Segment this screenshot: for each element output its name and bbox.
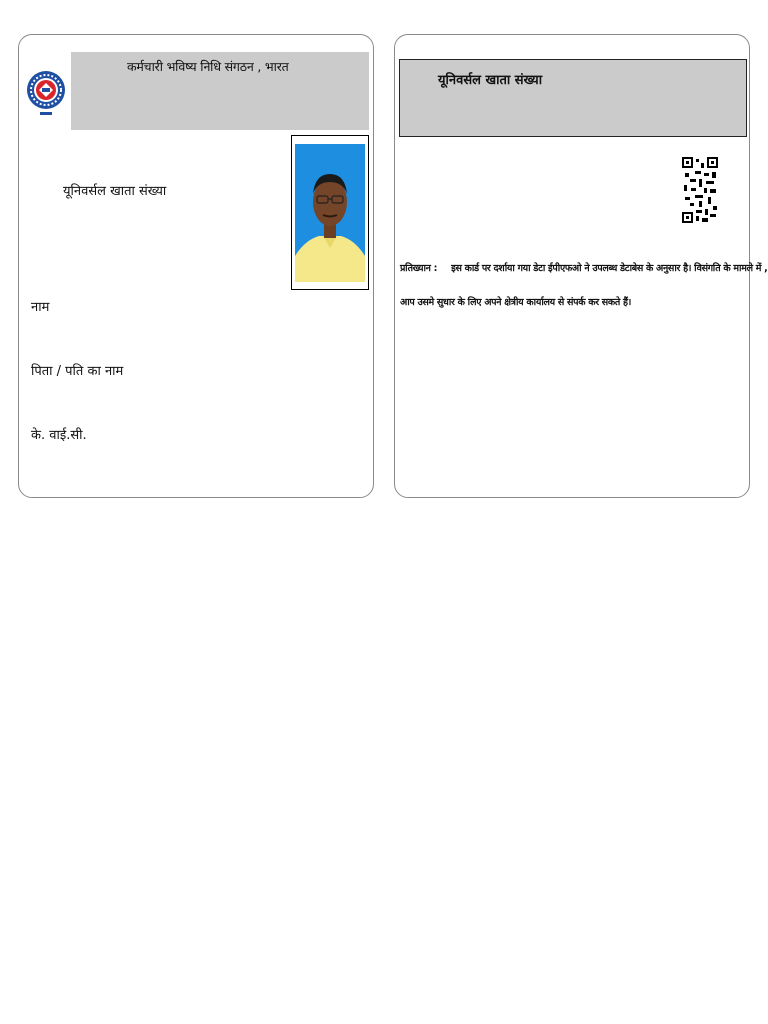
disclaimer-label: प्रतिख्यान : — [400, 263, 438, 274]
epfo-logo-icon — [25, 55, 67, 125]
name-label: नाम — [31, 300, 50, 315]
back-header-band — [399, 59, 747, 137]
disclaimer-text-1: इस कार्ड पर दर्शाया गया डेटा ईपीएफओ ने उपलब्ध डेटाबेस के अनुसार है। विसंगति के मामले में , — [451, 263, 768, 274]
kyc-label: के. वाई.सी. — [31, 428, 87, 443]
organization-name: कर्मचारी भविष्य निधि संगठन , भारत — [127, 59, 289, 74]
front-header-band — [71, 52, 369, 130]
disclaimer-line-1 — [400, 261, 768, 274]
uan-label: यूनिवर्सल खाता संख्या — [63, 184, 167, 199]
uan-card-front — [18, 34, 374, 498]
disclaimer-line-2: आप उसमे सुधार के लिए अपने क्षेत्रीय कार्यालय से संपर्क कर सकते हैं। — [400, 297, 632, 308]
qr-code-icon — [682, 157, 718, 223]
father-spouse-name-label: पिता / पति का नाम — [31, 364, 124, 379]
photo-frame — [291, 135, 369, 290]
uan-card-back — [394, 34, 768, 498]
uan-title: यूनिवर्सल खाता संख्या — [438, 73, 543, 88]
member-photo-icon — [295, 144, 365, 282]
